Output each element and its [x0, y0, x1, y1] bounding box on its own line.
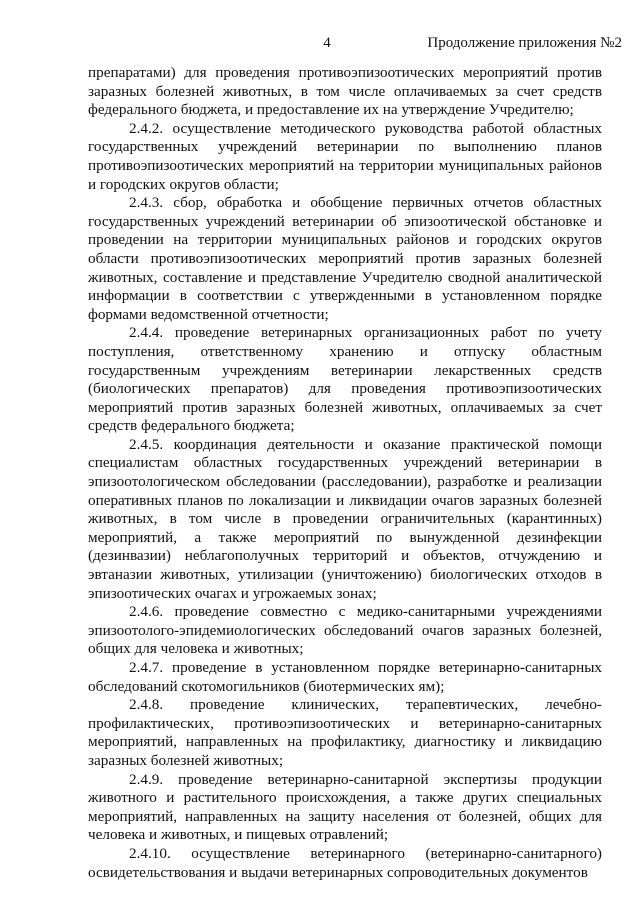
page-number: 4 — [323, 35, 331, 51]
paragraph-2-4-7: 2.4.7. проведение в установленном порядке ветеринарно-санитарных обследований скотомогильников (биотермических ям); — [88, 659, 602, 695]
document-body — [88, 64, 602, 882]
paragraph-2-4-4: 2.4.4. проведение ветеринарных организационных работ по учету поступления, ответственному хранению и отпуску областным государственным учреждениям ветеринарии лекарственных средств (биологических препаратов) для проведения противоэпизоотических мероприятий против заразных болезней животных, оплачиваемых за счет средств федерального бюджета; — [88, 324, 602, 435]
paragraph-2-4-6: 2.4.6. проведение совместно с медико-санитарными учреждениями эпизоотолого-эпидемиологических обследований очагов заразных болезней, общих для человека и животных; — [88, 603, 602, 658]
paragraph-continued: препаратами) для проведения противоэпизоотических мероприятий против заразных болезней животных, в том числе оплачиваемых за счет средств федерального бюджета, и предоставление их на утверждение Учредителю; — [88, 64, 602, 119]
paragraph-2-4-9: 2.4.9. проведение ветеринарно-санитарной экспертизы продукции животного и растительного происхождения, а также других специальных мероприятий, направленных на защиту населения от болезней, общих для человека и животных, и пищевых отравлений; — [88, 770, 602, 844]
paragraph-2-4-5: 2.4.5. координация деятельности и оказание практической помощи специалистам областных государственных учреждений ветеринарии в эпизоотологическом обследовании (расследовании), разработке и реализации оперативных планов по локализации и ликвидации очагов заразных болезней животных, в том числе в проведении ограничительных (карантинных) мероприятий, а также мероприятий по вынужденной дезинфекции (дезинвазии) неблагополучных территорий и объектов, отчуждению и эвтаназии животных, утилизации (уничтожению) биологических отходов в эпизоотических очагах и угрожаемых зонах; — [88, 435, 602, 602]
appendix-continuation-label: Продолжение приложения №2 — [427, 35, 622, 51]
paragraph-2-4-2: 2.4.2. осуществление методического руководства работой областных государственных учреждений ветеринарии по выполнению планов противоэпизоотических мероприятий на территории муниципальных районов и городских округов области; — [88, 119, 602, 193]
paragraph-2-4-3: 2.4.3. сбор, обработка и обобщение первичных отчетов областных государственных учреждений ветеринарии об эпизоотической обстановке и проведении на территории муниципальных районов и городских округов области противоэпизоотических мероприятий против заразных болезней животных, составление и представление Учредителю сводной аналитической информации в соответствии с утвержденными в установленном порядке формами ведомственной отчетности; — [88, 194, 602, 323]
paragraph-2-4-8: 2.4.8. проведение клинических, терапевтических, лечебно-профилактических, противоэпизоотических и ветеринарно-санитарных мероприятий, направленных на профилактику, диагностику и ликвидацию заразных болезней животных; — [88, 696, 602, 769]
paragraph-2-4-10: 2.4.10. осуществление ветеринарного (ветеринарно-санитарного) освидетельствования и выдачи ветеринарных сопроводительных документов — [88, 844, 602, 881]
